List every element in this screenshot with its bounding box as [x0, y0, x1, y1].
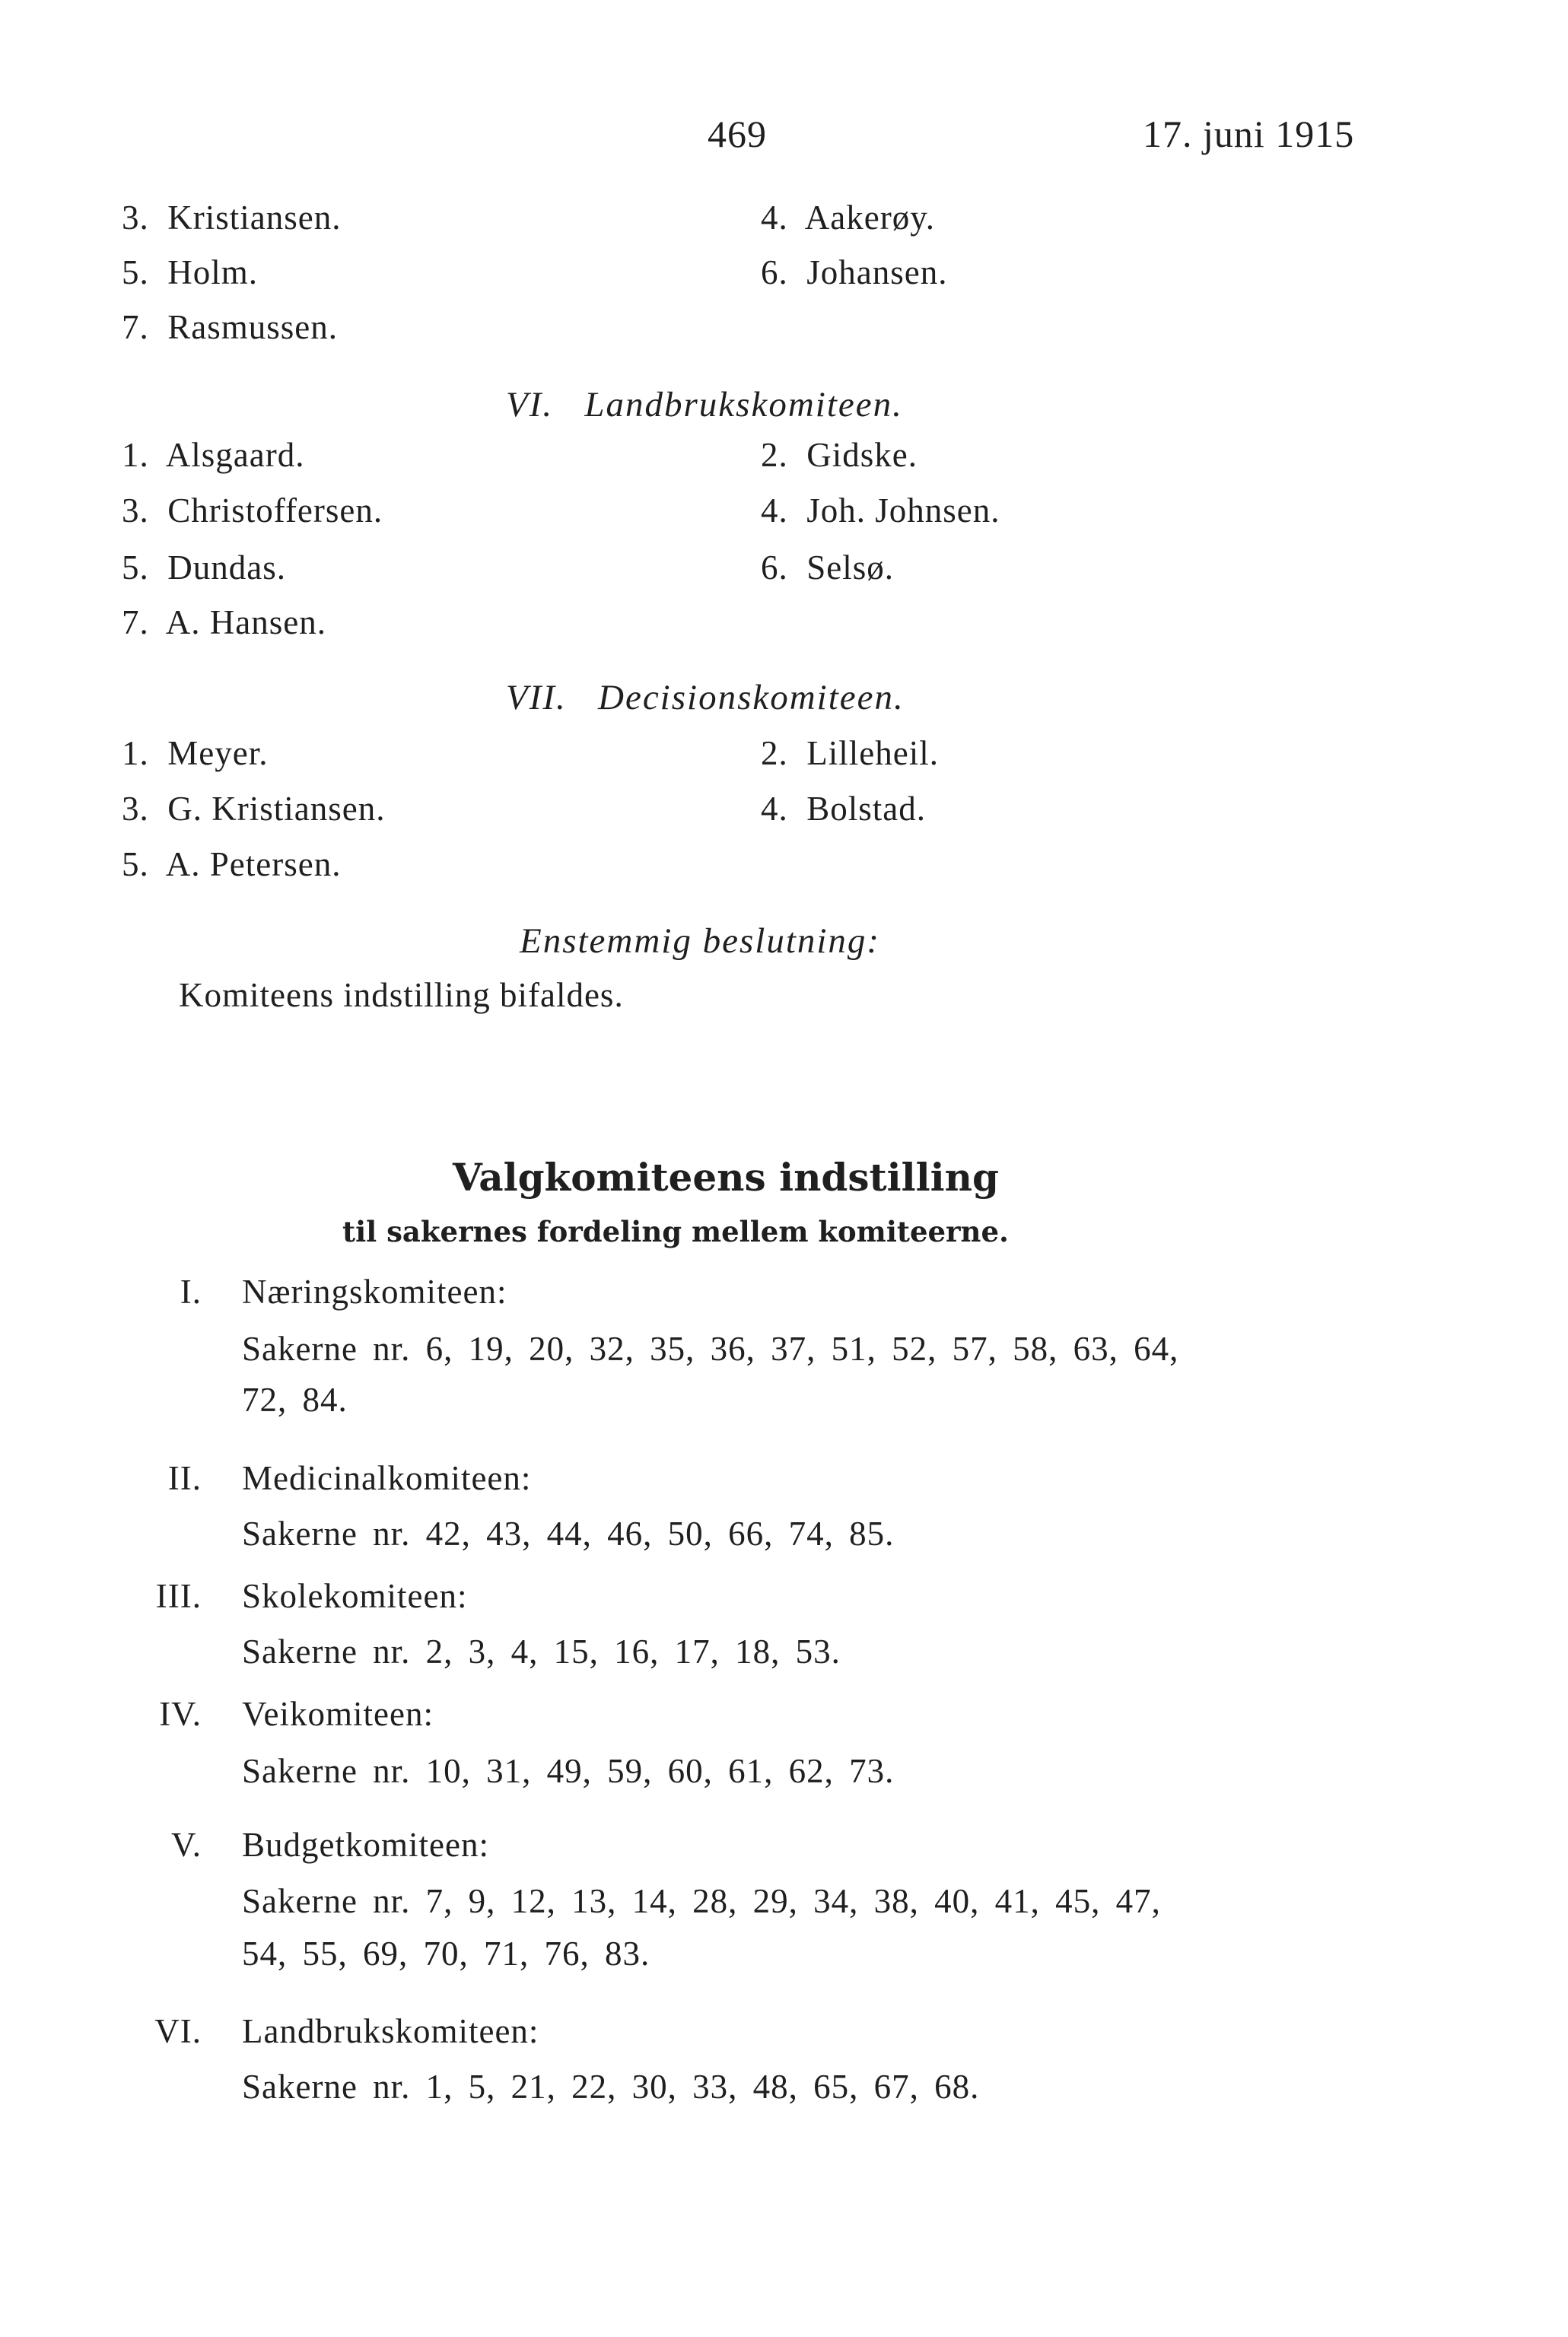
member-name: Johansen.	[806, 253, 948, 291]
section-subtitle: til sakernes fordeling mellem komiteerne.	[342, 1215, 1009, 1248]
item-cases: Sakerne nr. 1, 5, 21, 22, 30, 33, 48, 65, 67, 68.	[242, 2068, 980, 2106]
member-name: A. Petersen.	[165, 845, 342, 883]
member-name: Aakerøy.	[804, 199, 936, 237]
member-name: Alsgaard.	[165, 436, 305, 474]
member-number: 3.	[122, 790, 149, 828]
member-number: 4.	[761, 491, 788, 529]
member-number: 4.	[761, 199, 788, 237]
member-number: 3.	[122, 199, 149, 237]
member-number: 4.	[761, 790, 788, 828]
list-item	[122, 489, 383, 532]
member-name: Rasmussen.	[167, 308, 338, 346]
list-item	[122, 843, 341, 886]
item-numeral: I.	[180, 1273, 202, 1311]
list-item	[761, 732, 939, 774]
list-item	[761, 489, 1000, 532]
member-name: Meyer.	[167, 734, 269, 772]
member-name: Dundas.	[167, 548, 286, 587]
member-number: 6.	[761, 548, 788, 587]
list-item	[122, 196, 341, 239]
member-name: Kristiansen.	[167, 199, 342, 237]
committee-heading	[506, 384, 903, 425]
committee-numeral: VI.	[506, 385, 554, 424]
member-name: Lilleheil.	[806, 734, 939, 772]
member-name: Bolstad.	[806, 790, 927, 828]
committee-title: Landbrukskomiteen.	[584, 385, 903, 424]
item-committee: Veikomiteen:	[242, 1695, 434, 1733]
member-number: 2.	[761, 734, 788, 772]
list-item	[761, 434, 918, 476]
member-number: 1.	[122, 734, 149, 772]
committee-numeral: VII.	[506, 678, 567, 717]
item-cases: 72, 84.	[242, 1381, 348, 1419]
committee-title: Decisionskomiteen.	[598, 678, 905, 717]
list-item	[761, 546, 894, 589]
resolution-heading: Enstemmig beslutning:	[520, 921, 881, 961]
member-number: 3.	[122, 491, 149, 529]
item-numeral: III.	[155, 1577, 202, 1615]
member-name: Joh. Johnsen.	[806, 491, 1000, 529]
item-cases: Sakerne nr. 10, 31, 49, 59, 60, 61, 62, 73.	[242, 1752, 895, 1790]
member-number: 5.	[122, 845, 149, 883]
list-item	[122, 434, 304, 476]
list-item	[122, 601, 326, 644]
item-committee: Næringskomiteen:	[242, 1273, 507, 1311]
list-item	[122, 251, 258, 294]
item-committee: Landbrukskomiteen:	[242, 2012, 539, 2050]
member-number: 2.	[761, 436, 788, 474]
item-committee: Skolekomiteen:	[242, 1577, 468, 1615]
page-date: 17. juni 1915	[1143, 113, 1355, 155]
list-item	[122, 787, 385, 830]
resolution-text: Komiteens indstilling bifaldes.	[179, 976, 624, 1014]
item-committee: Budgetkomiteen:	[242, 1826, 489, 1864]
page-number: 469	[708, 113, 767, 155]
member-name: Christoffersen.	[167, 491, 383, 529]
member-name: Selsø.	[806, 548, 895, 587]
member-name: Holm.	[167, 253, 259, 291]
member-number: 6.	[761, 253, 788, 291]
item-cases: Sakerne nr. 2, 3, 4, 15, 16, 17, 18, 53.	[242, 1633, 841, 1671]
member-name: Gidske.	[806, 436, 918, 474]
member-number: 5.	[122, 253, 149, 291]
section-title: Valgkomiteens indstilling	[453, 1155, 999, 1200]
item-cases: Sakerne nr. 6, 19, 20, 32, 35, 36, 37, 51, 52, 57, 58, 63, 64,	[242, 1330, 1179, 1368]
committee-heading	[506, 677, 905, 718]
item-cases: Sakerne nr. 42, 43, 44, 46, 50, 66, 74, 85.	[242, 1515, 895, 1553]
item-cases: Sakerne nr. 7, 9, 12, 13, 14, 28, 29, 34, 38, 40, 41, 45, 47,	[242, 1882, 1161, 1920]
member-name: A. Hansen.	[165, 603, 326, 641]
item-numeral: VI.	[154, 2012, 202, 2050]
item-numeral: IV.	[159, 1695, 202, 1733]
list-item	[122, 546, 286, 589]
list-item	[761, 196, 935, 239]
list-item	[761, 251, 947, 294]
member-name: G. Kristiansen.	[167, 790, 386, 828]
member-number: 7.	[122, 603, 149, 641]
list-item	[122, 732, 268, 774]
item-numeral: II.	[167, 1459, 202, 1497]
member-number: 1.	[122, 436, 149, 474]
item-cases: 54, 55, 69, 70, 71, 76, 83.	[242, 1935, 650, 1973]
member-number: 5.	[122, 548, 149, 587]
member-number: 7.	[122, 308, 149, 346]
list-item	[761, 787, 926, 830]
list-item	[122, 306, 338, 348]
item-committee: Medicinalkomiteen:	[242, 1459, 532, 1497]
item-numeral: V.	[171, 1826, 202, 1864]
